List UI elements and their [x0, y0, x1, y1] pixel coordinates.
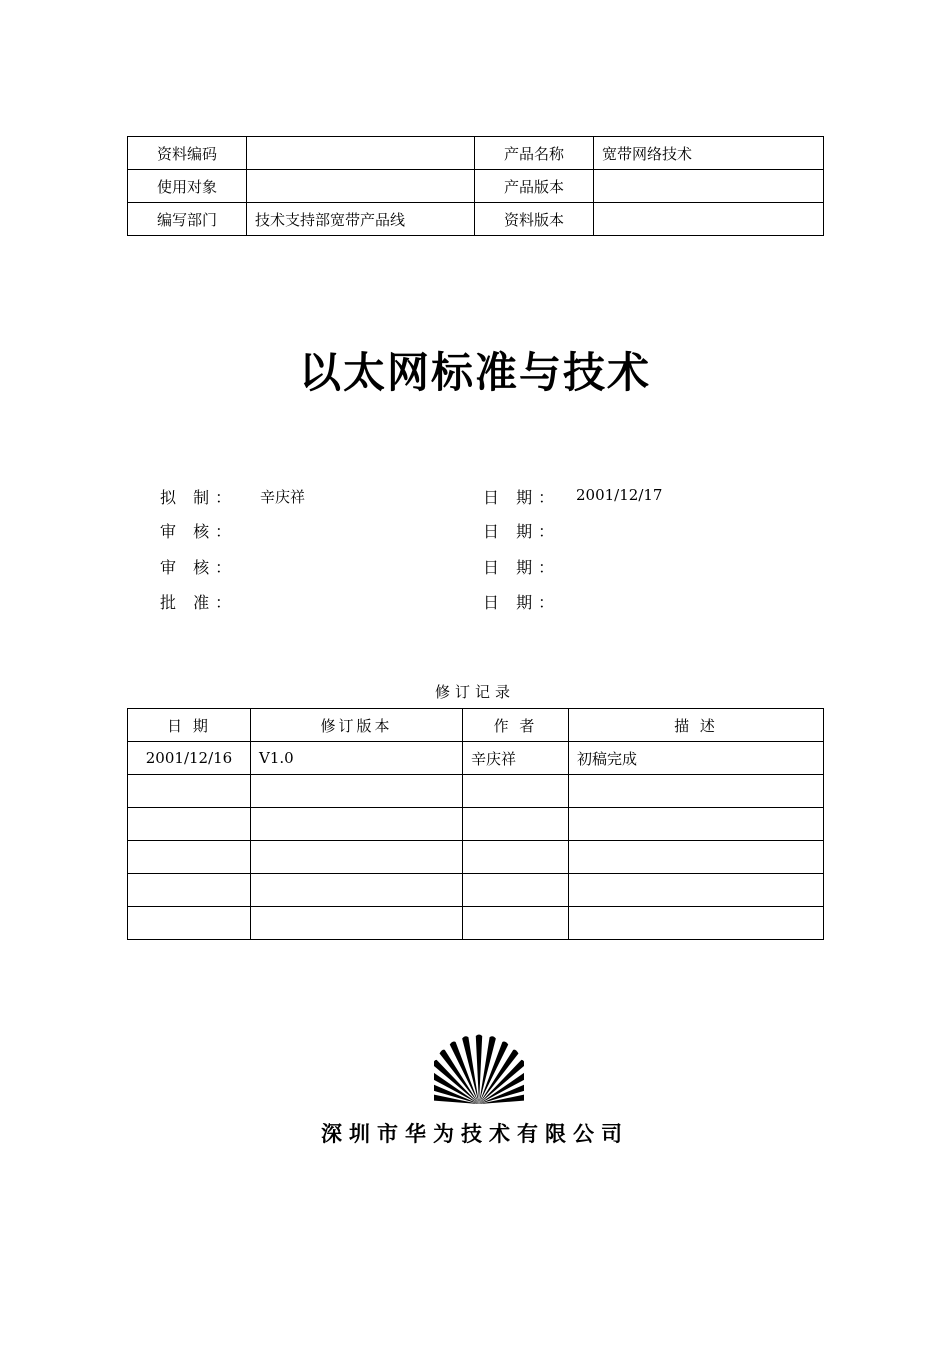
info-label: 资料版本 — [475, 203, 594, 236]
revision-version — [251, 874, 463, 907]
approval-row — [0, 555, 950, 581]
revision-date — [128, 874, 251, 907]
revision-date — [128, 808, 251, 841]
table-row — [128, 907, 824, 940]
info-value — [247, 170, 475, 203]
table-row — [128, 775, 824, 808]
table-row — [128, 742, 824, 775]
approval-row — [0, 519, 950, 545]
info-value — [594, 170, 824, 203]
revision-description: 初稿完成 — [569, 742, 824, 775]
revision-date — [128, 907, 251, 940]
revision-author — [463, 841, 569, 874]
approval-key: 批 准： — [160, 593, 238, 612]
revision-version — [251, 841, 463, 874]
revision-author — [463, 907, 569, 940]
revision-description — [569, 775, 824, 808]
info-label: 编写部门 — [128, 203, 247, 236]
revision-version — [251, 808, 463, 841]
approval-key: 拟 制： — [160, 488, 238, 507]
date-key: 日 期： — [483, 593, 561, 612]
info-row — [128, 137, 824, 170]
revision-date — [128, 775, 251, 808]
table-row — [128, 841, 824, 874]
table-row — [128, 874, 824, 907]
info-label: 产品名称 — [475, 137, 594, 170]
revision-version: V1.0 — [251, 742, 463, 775]
document-info-table — [127, 136, 824, 236]
date-key: 日 期： — [483, 558, 561, 577]
info-label: 使用对象 — [128, 170, 247, 203]
revision-description — [569, 874, 824, 907]
revision-version — [251, 907, 463, 940]
info-value: 宽带网络技术 — [594, 137, 824, 170]
revision-author: 辛庆祥 — [463, 742, 569, 775]
column-header-description: 描 述 — [569, 709, 824, 742]
info-value: 技术支持部宽带产品线 — [247, 203, 475, 236]
revision-date: 2001/12/16 — [128, 742, 251, 775]
revision-author — [463, 808, 569, 841]
date-key: 日 期： — [483, 488, 561, 507]
column-header-version: 修订版本 — [251, 709, 463, 742]
approval-row — [0, 485, 950, 511]
approval-value: 辛庆祥 — [260, 488, 306, 506]
revision-date — [128, 841, 251, 874]
column-header-date: 日 期 — [128, 709, 251, 742]
revision-caption: 修订记录 — [434, 683, 515, 701]
info-row — [128, 203, 824, 236]
revision-table — [127, 708, 824, 940]
info-label: 产品版本 — [475, 170, 594, 203]
revision-header-row — [128, 709, 824, 742]
revision-description — [569, 808, 824, 841]
column-header-author: 作 者 — [463, 709, 569, 742]
huawei-fan-logo-icon — [434, 1030, 524, 1106]
info-row — [128, 170, 824, 203]
revision-version — [251, 775, 463, 808]
date-value: 2001/12/17 — [576, 486, 663, 504]
date-key: 日 期： — [483, 522, 561, 541]
approval-key: 审 核： — [160, 522, 238, 541]
company-name: 深圳市华为技术有限公司 — [321, 1122, 629, 1146]
info-label: 资料编码 — [128, 137, 247, 170]
table-row — [128, 808, 824, 841]
revision-author — [463, 874, 569, 907]
revision-author — [463, 775, 569, 808]
revision-description — [569, 841, 824, 874]
approval-row — [0, 590, 950, 616]
info-value — [247, 137, 475, 170]
approval-key: 审 核： — [160, 558, 238, 577]
document-title: 以太网标准与技术 — [298, 348, 651, 397]
info-value — [594, 203, 824, 236]
revision-description — [569, 907, 824, 940]
